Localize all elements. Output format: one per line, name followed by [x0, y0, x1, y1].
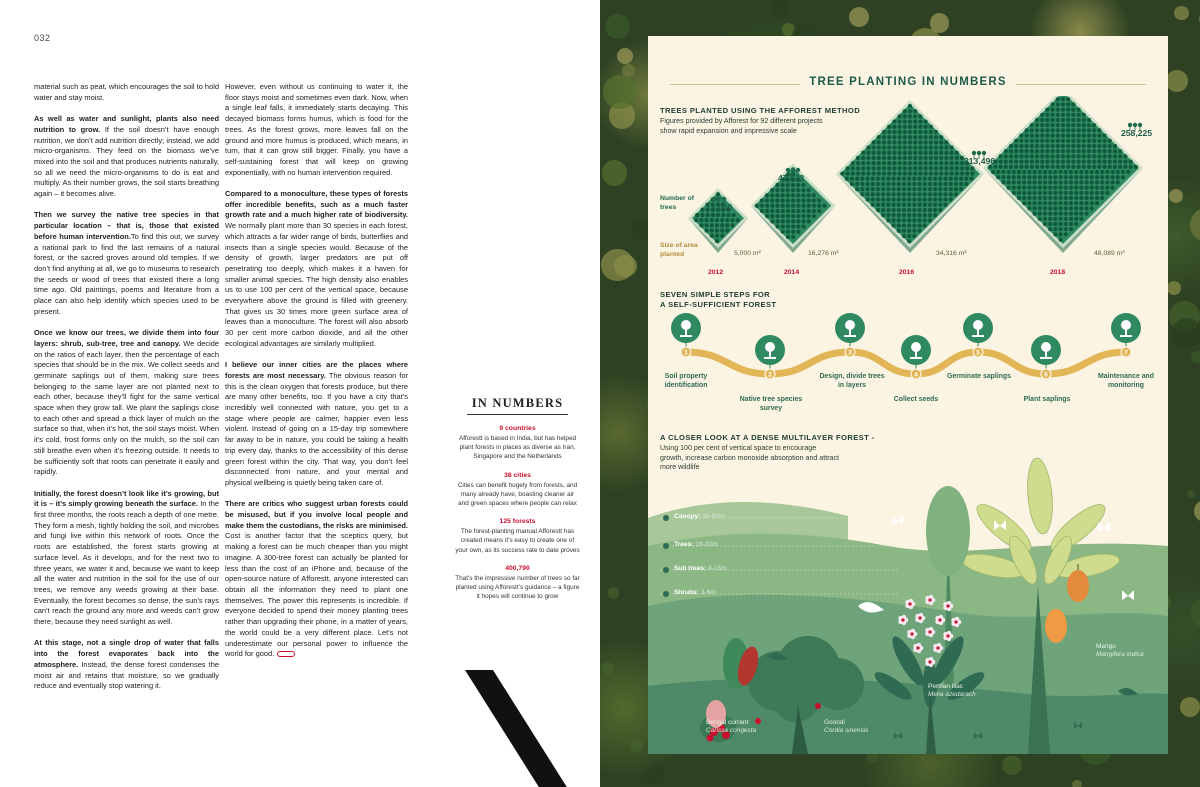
paragraph: However, even without us continuing to water it, the floor stays moist and sometimes even dark. Now, when a single leaf falls, it immediately starts decaying. This decayed biomass forms humus, which is food for the trees. As the forest grows, more leaves fall on the ground and more humus is produced, which means, in turn, that it can grow still bigger. Finally, you have a self-sustaining forest that will keep on growing exponentially, with no human intervention required. [225, 82, 408, 177]
step-label-4: Collect seeds [893, 396, 939, 403]
layer-sub-trees: Sub trees: 8-15m [674, 565, 727, 572]
forest-speck [1190, 208, 1200, 241]
year-2012: 2012 [708, 269, 724, 276]
in-numbers-title: IN NUMBERS [467, 396, 568, 415]
planted-diamond-2018 [983, 96, 1143, 253]
plant-persian-lilac: Persian lilac Melia azedarach [928, 683, 976, 698]
tree-glyph-icon [717, 197, 721, 201]
paragraph: I believe our inner cities are the places where forests are most necessary. The obvious reason for this is the clean oxygen that forests produce, but there are many other benefits, too. If you have a city that’s incredibly well connected with nature, you get to a stage where people are calmer, happier even less violent. Instead of going on a 15-day trip somewhere far away to be in nature, you could be taking a health trip every day, thanks to the accessibility of this dense green forest within the city. That way, you don’t feel disconnected from nature, and your mental and physical wellbeing is quietly being taken care of. [225, 360, 408, 487]
plant-goondi: Goondi Cordia sinensis [824, 719, 869, 734]
forest-speck [1167, 281, 1181, 295]
forest-speck [603, 75, 636, 108]
paragraph: Initially, the forest doesn’t look like it’s growing, but it is – it’s simply growing beneath the surface. In the first three months, the roots reach a depth of one metre. They form a mesh, tightly holding the soil, and microbes and fungi live within this network of roots. Once the roots are established, the forest starts growing at surface level. As it develops, and for the next two to three years, we water it and, because we want to keep all the water and nutrition in the soil for the use of our trees, we remove any weeds growing at their base. Eventually, the forest becomes so dense, the sun’s rays can’t reach the ground any more and weeds can’t grow there, because they need sunlight as well. [34, 488, 219, 627]
forest-subtitle: Using 100 per cent of vertical space to encourage growth, increase carbon monoxide absorption and attract more wildlife [660, 444, 840, 472]
label-area-planted: Size of area planted [660, 242, 698, 258]
tree-glyph-icon [712, 197, 716, 201]
step-number: 5 [976, 349, 980, 357]
year-2018: 2018 [1050, 269, 1066, 276]
forest-speck [602, 662, 614, 674]
forest-speck [1194, 500, 1200, 522]
step-number: 7 [1124, 349, 1128, 357]
tree-glyph-icon [982, 151, 986, 155]
forest-speck [1002, 756, 1021, 775]
layer-canopy: Canopy: 35-50m [674, 513, 725, 520]
paragraph: At this stage, not a single drop of water that falls into the forest evaporates back into the atmosphere. Instead, the dense forest condenses the moist air and retains that moisture, so we gradually reduce and eventually stop watering it. [34, 638, 219, 691]
step-number: 4 [914, 371, 918, 379]
area-2018: 48,089 m² [1094, 250, 1125, 257]
step-label-2: Native tree species survey [739, 396, 803, 412]
plant-mango: Mango Mangifera indica [1096, 643, 1144, 658]
forest-speck [630, 739, 643, 752]
multilayer-forest-illustration [648, 436, 1168, 754]
step-label-1: Soil property identification [664, 373, 708, 389]
tree-glyph-icon [786, 168, 790, 172]
year-2014: 2014 [784, 269, 800, 276]
tree-glyph-icon [722, 197, 726, 201]
forest-speck [608, 587, 619, 598]
step-label-5: Germinate saplings [947, 373, 1011, 380]
tree-glyph-icon [1138, 123, 1142, 127]
area-2014: 16,276 m² [808, 250, 839, 257]
tree-glyph-icon [796, 168, 800, 172]
stat-item: 125 forests The forest-planting manual Afforestt has created means it’s easy to create one of your own, as its success rate to date proves [455, 518, 580, 554]
forest-speck [1172, 318, 1200, 348]
page-number: 032 [34, 33, 51, 43]
forest-speck [1187, 490, 1195, 498]
step-label-3: Design, divide trees in layers [819, 373, 885, 389]
decorative-slash [465, 670, 600, 787]
year-2016: 2016 [899, 269, 915, 276]
forest-speck [617, 48, 634, 65]
stat-item: 38 cities Cities can benefit hugely from forests, and many already have, boasting cleaner air and green spaces where people can relax [457, 471, 578, 508]
end-mark-icon [277, 651, 295, 657]
stat-item: 9 countries Afforestt is based in India, but has helped plant forests in places as diverse as Iran, Singapore and the Netherlands [458, 425, 577, 461]
tree-glyph-icon [1133, 123, 1137, 127]
tree-count-2012: 15,000 [706, 202, 733, 212]
paragraph: Compared to a monoculture, these types of forests offer incredible benefits, such as a much faster growth rate and a much higher rate of biodiversity. We normally plant more than 30 species in each forest, which attracts a far wider range of birds, butterflies and insects than a single species would. Because of the density of growth, larger predators are put off penetrating too deeply, which makes it a haven for smaller animal species. The high density also enables us to use 100 per cent of the vertical space, because everywhere above the ground is filled with greenery. That gives us 30 times more green surface area of leaves than a monoculture. The forest will also absorb 30 per cent more carbon dioxide, and all the other ecological advantages are similarly multiplied. [225, 189, 408, 348]
forest-speck [601, 249, 634, 282]
step-number: 6 [1044, 371, 1048, 379]
layer-shrubs: Shrubs: 3-6m [674, 589, 716, 596]
in-numbers-sidebar [455, 396, 580, 611]
forest-speck [602, 160, 627, 185]
steps-heading: SEVEN SIMPLE STEPS FOR A SELF-SUFFICIENT FOREST [660, 290, 777, 309]
forest-speck [849, 7, 869, 27]
step-label-6: Plant saplings [1023, 396, 1071, 403]
stat-item: 400,790 That’s the impressive number of trees so far planted using Afforestt’s guidance – a figure it hopes will continue to grow [455, 564, 580, 601]
plant-bengal-currant: Bengal currant Carissa congesta [706, 719, 757, 734]
layer-trees: Trees: 18-30m [674, 541, 718, 548]
paragraph: As well as water and sunlight, plants also need nutrition to grow. If the soil doesn’t have enough nutrition, we don’t add nutrition directly; instead, we add micro-organisms. They feed on the biomass we’ve mixed into the soil and that produces nutrients naturally, so all we need the micro-organisms to do is eat and multiply. As their number grows, the soil starts breathing again – it becomes alive. [34, 114, 219, 199]
paragraph: Then we survey the native tree species in that particular location – that is, those that existed before human intervention.To find this out, we survey a national park to find the last remains of a natural forest, or the sacred groves around old temples. If we don’t find anything at all, we go to museums to research the seeds or wood of trees that existed there a long time ago. Old paintings, poems and literature from a place can also help identify which species used to be present. [34, 210, 219, 316]
step-label-7: Maintenance and monitoring [1098, 373, 1154, 389]
paragraph: Once we know our trees, we divide them into four layers: shrub, sub-tree, tree and canopy. We decide on the ratios of each layer, then the percentage of each species that should be in the mix. We collect seeds and germinate saplings out of them, making sure trees belonging to the same layer are not planted next to each other, because they’ll fight for the same vertical space when they grow tall. We plant the saplings close to each other and spread a thick layer of mulch on the surface so that, when it’s hot, the soil stays moist. When it’s cold, frost forms only on the mulch, so the soil can still breathe even when it’s freezing outside. It needs to be sufficiently soft that roots can penetrate it easily and rapidly. [34, 328, 219, 477]
tree-glyph-icon [1128, 123, 1132, 127]
tree-glyph-icon [791, 168, 795, 172]
tree-count-2016: 213,496 [964, 156, 996, 166]
forest-speck [770, 0, 788, 18]
paragraph: material such as peat, which encourages the soil to hold water and stay moist. [34, 82, 219, 102]
infographic-card [648, 36, 1168, 754]
forest-speck [1072, 780, 1081, 787]
forest-speck [605, 14, 630, 39]
area-2016: 34,316 m² [936, 250, 967, 257]
tree-count-2014: 47,532 [778, 173, 805, 183]
area-2012: 5,000 m² [734, 250, 761, 257]
forest-speck [1180, 697, 1200, 717]
step-number: 1 [684, 349, 688, 357]
planted-diamond-2016 [836, 100, 984, 253]
forest-speck [1191, 598, 1200, 628]
tree-glyph-icon [972, 151, 976, 155]
forest-speck [1174, 6, 1189, 21]
planted-heading: TREES PLANTED USING THE AFFOREST METHOD [660, 106, 861, 115]
trees-planted-graphic [648, 96, 1168, 286]
forest-speck [1166, 70, 1188, 92]
infographic-title: TREE PLANTING IN NUMBERS [809, 76, 1007, 88]
article-column-1 [34, 82, 219, 703]
forest-speck [930, 13, 950, 33]
planted-subtitle: Figures provided by Afforest for 92 different projects show rapid expansion and impressive scale [660, 117, 823, 135]
article-column-2 [225, 82, 408, 671]
label-number-of-trees: Number of trees [660, 195, 694, 211]
step-number: 2 [768, 371, 772, 379]
step-number: 3 [848, 349, 852, 357]
forest-heading: A CLOSER LOOK AT A DENSE MULTILAYER FOREST - [660, 433, 875, 442]
right-page-forest-photo [600, 0, 1200, 787]
forest-speck [1169, 189, 1183, 203]
paragraph: There are critics who suggest urban forests could be misused, but if you involve local people and make them the custodians, the risks are minimised. Cost is another factor that the sceptics query, but making a forest can be much cheaper than you might imagine. A 300-tree forest can actually be planted for less than the cost of an iPhone and, because of the open-source nature of Afforestt, anyone interested can obtain all the information they need to plant one themselves. The power this represents is incredible. If everyone decided to spend their money planting trees rather than upgrading their phone, in a matter of years, the world could be a very different place. Let’s not underestimate our personal power to influence the world for good. [225, 499, 408, 659]
tree-glyph-icon [977, 151, 981, 155]
forest-speck [645, 766, 664, 785]
forest-speck [1191, 351, 1200, 363]
tree-count-2018: 258,225 [1121, 128, 1153, 138]
